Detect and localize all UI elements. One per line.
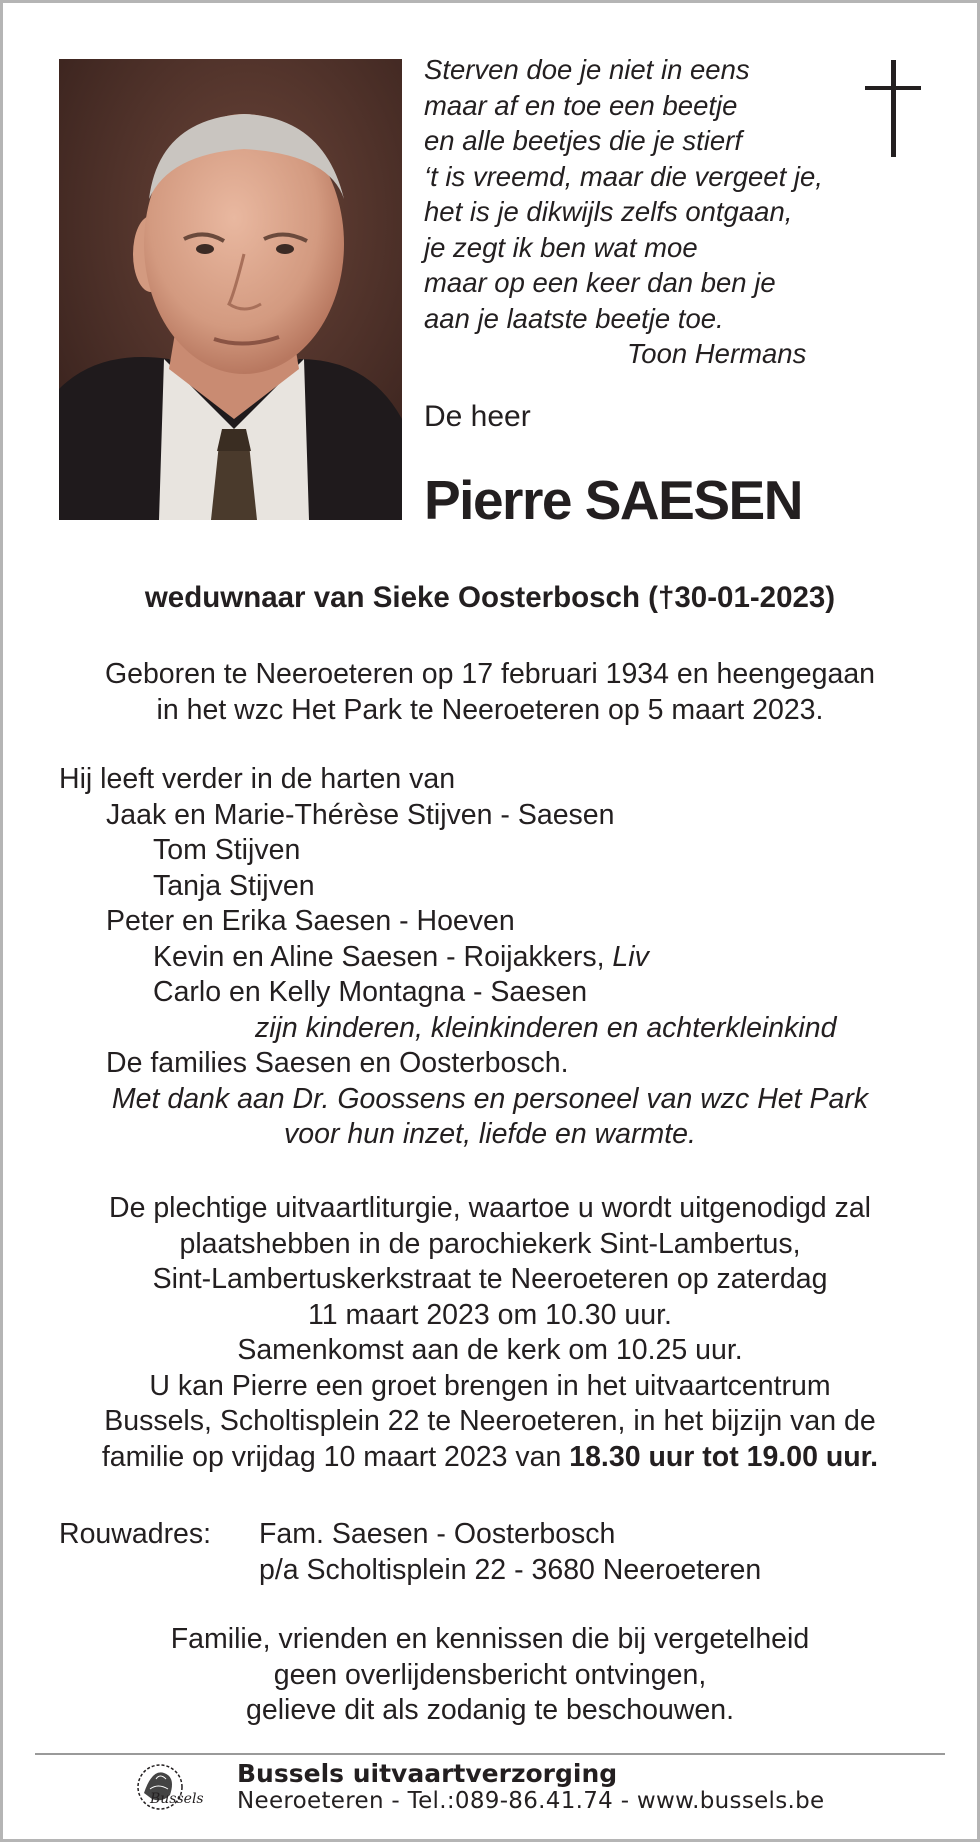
thanks-line: voor hun inzet, liefde en warmte.: [284, 1118, 696, 1150]
thanks-line: Met dank aan Dr. Goossens en personeel van wzc Het Park: [111, 1082, 869, 1115]
funeral-line-visit: [0, 1440, 980, 1476]
poem: [424, 52, 904, 372]
family-child: Peter en Erika Saesen - Hoeven: [106, 905, 515, 937]
address-label-spacer: [59, 1553, 259, 1589]
address-label: Rouwadres:: [59, 1518, 212, 1550]
family-grandchild: Carlo en Kelly Montagna - Saesen: [153, 976, 588, 1008]
funeral-line: Samenkomst aan de kerk om 10.25 uur.: [237, 1334, 743, 1366]
address-row: [59, 1553, 939, 1589]
family-great-grandchild: Liv: [612, 940, 649, 973]
closing-text: [0, 1622, 980, 1729]
visit-prefix: familie op vrijdag 10 maart 2023 van: [101, 1440, 570, 1473]
company-contact: Neeroeteren - Tel.:089-86.41.74 - www.bussels.be: [237, 1788, 825, 1814]
poem-line: Sterven doe je niet in eens: [424, 54, 750, 85]
funeral-text: [0, 1191, 980, 1475]
company-name: Bussels uitvaartverzorging: [237, 1759, 618, 1788]
bussels-logo: [130, 1759, 220, 1819]
cross-icon: [863, 60, 923, 160]
poem-line: en alle beetjes die je stierf: [424, 125, 742, 156]
funeral-line: U kan Pierre een groet brengen in het uitvaartcentrum: [149, 1369, 831, 1402]
family-grandchild: Kevin en Aline Saesen - Roijakkers,: [153, 940, 613, 973]
honorific: De heer: [424, 400, 531, 433]
closing-line: geen overlijdensbericht ontvingen,: [273, 1658, 707, 1691]
deceased-name: Pierre SAESEN: [424, 469, 802, 531]
family-intro: Hij leeft verder in de harten van: [59, 763, 456, 795]
birth-death-text: [0, 657, 980, 728]
family-grandchild: Tanja Stijven: [153, 869, 315, 902]
mourning-address: [59, 1517, 939, 1588]
poem-line: maar op een keer dan ben je: [424, 267, 776, 298]
funeral-line: plaatshebben in de parochiekerk Sint-Lambertus,: [179, 1227, 801, 1260]
funeral-line: 11 maart 2023 om 10.30 uur.: [308, 1298, 672, 1331]
address-line: Fam. Saesen - Oosterbosch: [259, 1518, 616, 1550]
poem-line: aan je laatste beetje toe.: [424, 302, 724, 334]
family-families: De families Saesen en Oosterbosch.: [106, 1047, 569, 1079]
poem-line: ‘t is vreemd, maar die vergeet je,: [424, 160, 823, 192]
visit-hours: 18.30 uur tot 19.00 uur.: [569, 1440, 879, 1473]
closing-line: Familie, vrienden en kennissen die bij vergetelheid: [170, 1623, 810, 1655]
logo-text: Bussels: [150, 1791, 204, 1807]
birth-death-line: in het wzc Het Park te Neeroeteren op 5 maart 2023.: [156, 693, 824, 726]
funeral-line: De plechtige uitvaartliturgie, waartoe u wordt uitgenodigd zal: [108, 1192, 872, 1224]
address-line: p/a Scholtisplein 22 - 3680 Neeroeteren: [259, 1553, 762, 1586]
widower-line: weduwnaar van Sieke Oosterbosch (†30-01-2023): [144, 581, 836, 614]
portrait-illustration: [59, 59, 402, 520]
family-grandchild: Tom Stijven: [153, 834, 301, 866]
birth-death-line: Geboren te Neeroeteren op 17 februari 1934 en heengegaan: [104, 658, 876, 690]
funeral-line: Bussels, Scholtisplein 22 te Neeroeteren, in het bijzijn van de: [104, 1405, 876, 1437]
closing-line: gelieve dit als zodanig te beschouwen.: [246, 1694, 734, 1726]
family-child: Jaak en Marie-Thérèse Stijven - Saesen: [106, 798, 615, 831]
address-row: [59, 1517, 939, 1553]
poem-line: je zegt ik ben wat moe: [424, 231, 698, 263]
family-list: [59, 762, 939, 1153]
portrait-photo: [59, 59, 402, 520]
family-grandchild-row: [59, 940, 939, 976]
funeral-line: Sint-Lambertuskerkstraat te Neeroeteren op zaterdag: [152, 1263, 828, 1295]
poem-author: Toon Hermans: [627, 338, 807, 369]
family-relation: zijn kinderen, kleinkinderen en achterkleinkind: [255, 1011, 837, 1044]
footer-divider: [35, 1753, 945, 1755]
poem-line: het is je dikwijls zelfs ontgaan,: [424, 196, 793, 227]
poem-line: maar af en toe een beetje: [424, 89, 738, 121]
